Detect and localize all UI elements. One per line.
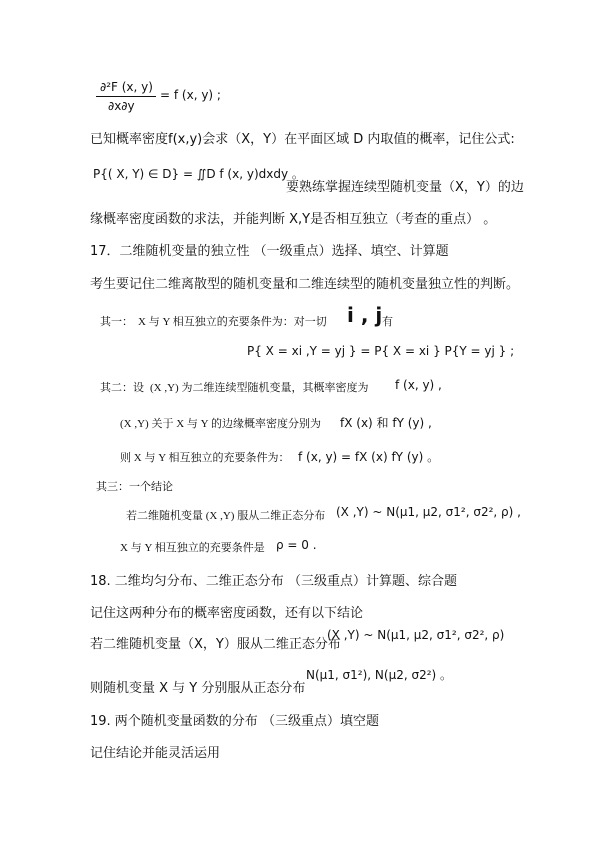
para-19: 记住结论并能灵活运用 (90, 746, 221, 761)
heading-19: 19. 两个随机变量函数的分布 （三级重点）填空题 (90, 714, 379, 729)
heading-17: 17．二维随机变量的独立性 （一级重点）选择、填空、计算题 (90, 244, 449, 259)
item2-cond: f (x, y) = fX (x) fY (y) 。 (298, 450, 440, 464)
item1-prefix: 其一： (100, 316, 133, 328)
item2-fxy: f (x, y) , (395, 378, 442, 392)
item3-line2: X 与 Y 相互独立的充要条件是 (120, 542, 265, 554)
item1-formula: P{ X = xi ,Y = yj } = P{ X = xi } P{Y = yj } ; (247, 344, 515, 358)
item2-marg: fX (x) 和 fY (y) , (340, 416, 432, 430)
item2-line2: (X ,Y) 关于 X 与 Y 的边缘概率密度分别为 (120, 418, 321, 430)
item2-text: (X ,Y) 为二维连续型随机变量，其概率密度为 (150, 382, 369, 394)
formula-18c: N(μ1, σ1²), N(μ2, σ2²) 。 (306, 668, 453, 682)
formula-18b: (X ,Y) ~ N(μ1, μ2, σ1², σ2², ρ) (327, 628, 505, 642)
item3-line1: 若二维随机变量 (X ,Y) 服从二维正态分布 (126, 510, 326, 522)
item3-prefix: 其三：一个结论 (96, 481, 173, 493)
fraction-bar (96, 96, 156, 97)
item1-ij: i , j (347, 303, 383, 327)
formula-partial-numerator: ∂²F (x, y) (100, 80, 153, 94)
para-18c: 则随机变量 X 与 Y 分别服从正态分布 (90, 681, 306, 696)
para-17: 考生要记住二维离散型的随机变量和二维连续型的随机变量独立性的判断。 (90, 277, 520, 292)
para-18b: 若二维随机变量（X，Y）服从二维正态分布 (90, 637, 341, 652)
para-marginal-2: 缘概率密度函数的求法，并能判断 X,Y是否相互独立（考查的重点） 。 (90, 212, 497, 227)
formula-partial-rhs: = f (x, y) ; (160, 88, 221, 102)
item1-suffix: 有 (382, 316, 393, 328)
para-prob-region: 已知概率密度f(x,y)会求（X，Y）在平面区域 D 内取值的概率，记住公式: (90, 132, 515, 147)
item3-cond: ρ = 0 . (276, 538, 317, 552)
formula-prob: P{( X, Y) ∈ D} = ∬D f (x, y)dxdy 。 (93, 167, 304, 181)
formula-partial-denominator: ∂x∂y (108, 99, 135, 113)
para-18a: 记住这两种分布的概率密度函数，还有以下结论 (90, 606, 364, 621)
item2-prefix: 其二：设 (100, 382, 144, 394)
heading-18: 18. 二维均匀分布、二维正态分布 （三级重点）计算题、综合题 (90, 574, 457, 589)
item1-text: X 与 Y 相互独立的充要条件为：对一切 (138, 316, 327, 328)
item3-dist: (X ,Y) ~ N(μ1, μ2, σ1², σ2², ρ) , (336, 505, 521, 519)
item2-line3: 则 X 与 Y 相互独立的充要条件为： (120, 452, 290, 464)
para-marginal-1: 要熟练掌握连续型随机变量（X，Y）的边 (286, 180, 524, 195)
